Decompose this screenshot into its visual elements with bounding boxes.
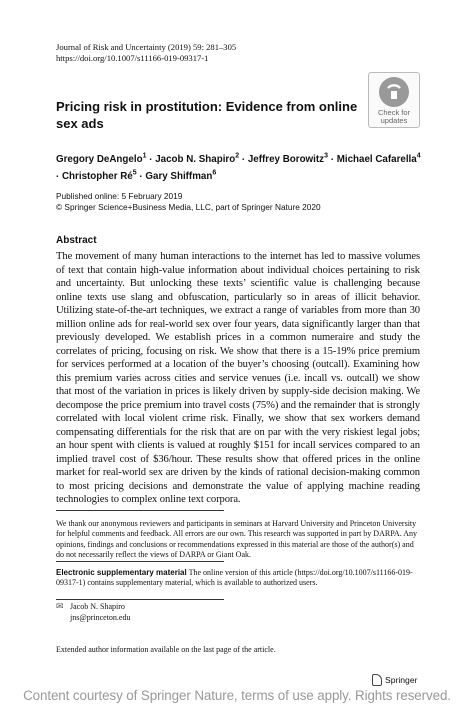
corresponding-author-name: Jacob N. Shapiro [70, 602, 125, 611]
extended-author-info: Extended author information available on the last page of the article. [56, 645, 276, 654]
abstract-heading: Abstract [56, 235, 97, 246]
check-for-updates-label: Check for updates [377, 108, 411, 125]
author-separator: · [239, 154, 248, 166]
check-for-updates-badge[interactable] [368, 72, 420, 128]
acknowledgement-footnote: We thank our anonymous reviewers and participants in seminars at Harvard University and Princeton University for helpful comments and feedback. All errors are our own. This research was supported in part by DARPA. Any opinions, findings and conclusions or recommendations expressed in this material are those of the author(s) and do not necessarily reflect the views of DARPA or Giant Oak. [56, 519, 418, 560]
author-affiliation-number: 3 [324, 153, 328, 160]
author-list [56, 150, 426, 184]
corresponding-author-email[interactable]: jns@princeton.edu [70, 613, 131, 622]
author-affiliation-number: 1 [142, 153, 147, 160]
author-name: Jacob N. Shapiro$^2$ [155, 153, 240, 166]
author-name: Jeffrey Borowitz$^3$ [247, 153, 328, 166]
abstract-text: The movement of many human interactions to the internet has led to massive volumes of text that contain high-value information about individual choices pertaining to risk and uncertainty. But unlocking these texts’ scientific value is challenging because online texts use slang and obfuscation, particularly so in areas of illicit behavior. Utilizing state-of-the-art techniques, we extract a range of variables from more than 30 million online ads for real-world sex over four years, data significantly larger than that previously developed. We establish prices in a common numeraire and study the correlates of pricing, focusing on risk. We show that there is a 15-19% price premium for services performed at a location of the buyer’s choosing (outcall). Examining how this premium varies across cities and service venues (i.e. incall vs. outcall) we show that most of the variation in prices is likely driven by supply-side decision making. We decompose the price premium into travel costs (75%) and the remainder that is strongly correlated with local violent crime risk. Finally, we show that sex workers demand compensating differentials for the risk that are on par with the very riskiest legal jobs; an hour spent with clients is valued at roughly $151 for incall services compared to an implied travel cost of $36/hour. These results show that offered prices in the online market for real-world sex are driven by the kinds of rational decision-making common to most pricing decisions and demonstrate the value of applying machine reading technologies to complex online text corpora. [56, 251, 420, 505]
springer-horse-icon [372, 674, 382, 686]
copyright-notice: © Springer Science+Business Media, LLC, part of Springer Nature 2020 [56, 202, 321, 212]
published-date: Published online: 5 February 2019 [56, 191, 183, 201]
author-separator: · [327, 154, 337, 166]
author-name: Gary Shiffman$^6$ [145, 169, 217, 183]
courtesy-watermark: Content courtesy of Springer Nature, terms of use apply. Rights reserved. [23, 688, 451, 703]
author-name: Gregory DeAngelo$^1$ [56, 153, 147, 166]
author-name: Michael Cafarella$^4$ [336, 153, 421, 166]
publisher-name: Springer [385, 675, 418, 685]
author-separator: · [146, 154, 156, 166]
check-for-updates-icon [379, 77, 409, 107]
journal-citation: Journal of Risk and Uncertainty (2019) 59: 281–305 [56, 42, 237, 52]
esm-doi-link[interactable]: https://doi.org/10.1007/s11166-019-09317-1 [56, 568, 413, 588]
supplementary-material-note: Electronic supplementary material The online version of this article (https://doi.org/10.1007/s11166-019-09317-1) contains supplementary material, which is available to authorized users. [56, 568, 413, 588]
author-affiliation-number: 4 [416, 153, 421, 160]
correspondence-divider [56, 599, 224, 600]
author-separator: · [56, 171, 62, 183]
author-separator: · [136, 171, 146, 183]
author-name: Christopher $Ré^5$ [61, 169, 137, 183]
doi-link[interactable]: https://doi.org/10.1007/s11166-019-09317-1 [56, 53, 209, 63]
publisher-logo [372, 674, 417, 686]
author-affiliation-number: 5 [132, 169, 137, 177]
footnote-divider [56, 510, 224, 511]
envelope-icon: ✉ [56, 602, 64, 612]
article-title: Pricing risk in prostitution: Evidence from online sex ads [56, 99, 358, 131]
esm-divider [56, 561, 224, 562]
author-affiliation-number: 2 [235, 153, 240, 160]
author-affiliation-number: 6 [212, 169, 217, 177]
